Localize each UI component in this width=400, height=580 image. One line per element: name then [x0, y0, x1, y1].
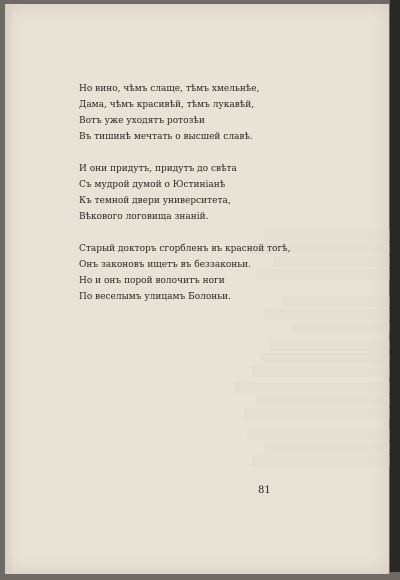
verse-line: По веселымъ улицамъ Болоньи.: [79, 292, 232, 302]
verse-line: Дама, чѣмъ красивѣй, тѣмъ лукавѣй,: [79, 100, 255, 110]
show-through-text: [192, 382, 392, 421]
stanza: [79, 81, 329, 145]
stanza: [79, 161, 329, 225]
verse-line: И они придутъ, придутъ до свѣта: [79, 164, 237, 174]
verse-line: Съ мудрой думой о Юстиніанѣ: [79, 180, 226, 190]
verse-line: Онъ законовъ ищетъ въ беззаконьи.: [79, 260, 251, 270]
poem: [79, 81, 329, 321]
verse-line: Вотъ уже уходятъ ротозѣи: [79, 116, 205, 126]
verse-line: Старый докторъ сгорбленъ въ красной тогѣ,: [79, 244, 291, 254]
verse-line: Вѣкового логовища знаній.: [79, 212, 209, 222]
verse-line: Въ тишинѣ мечтать о высшей славѣ.: [79, 132, 253, 142]
show-through-text: [192, 340, 392, 379]
show-through-text: [192, 429, 392, 468]
page-number: 81: [258, 485, 271, 496]
page-edge: [390, 0, 400, 572]
verse-line: Но и онъ порой волочитъ ноги: [79, 276, 225, 286]
verse-line: Къ темной двери университета,: [79, 196, 231, 206]
stanza: [79, 241, 329, 305]
verse-line: Но вино, чѣмъ слаще, тѣмъ хмельнѣе,: [79, 84, 260, 94]
book-page: [5, 4, 389, 574]
